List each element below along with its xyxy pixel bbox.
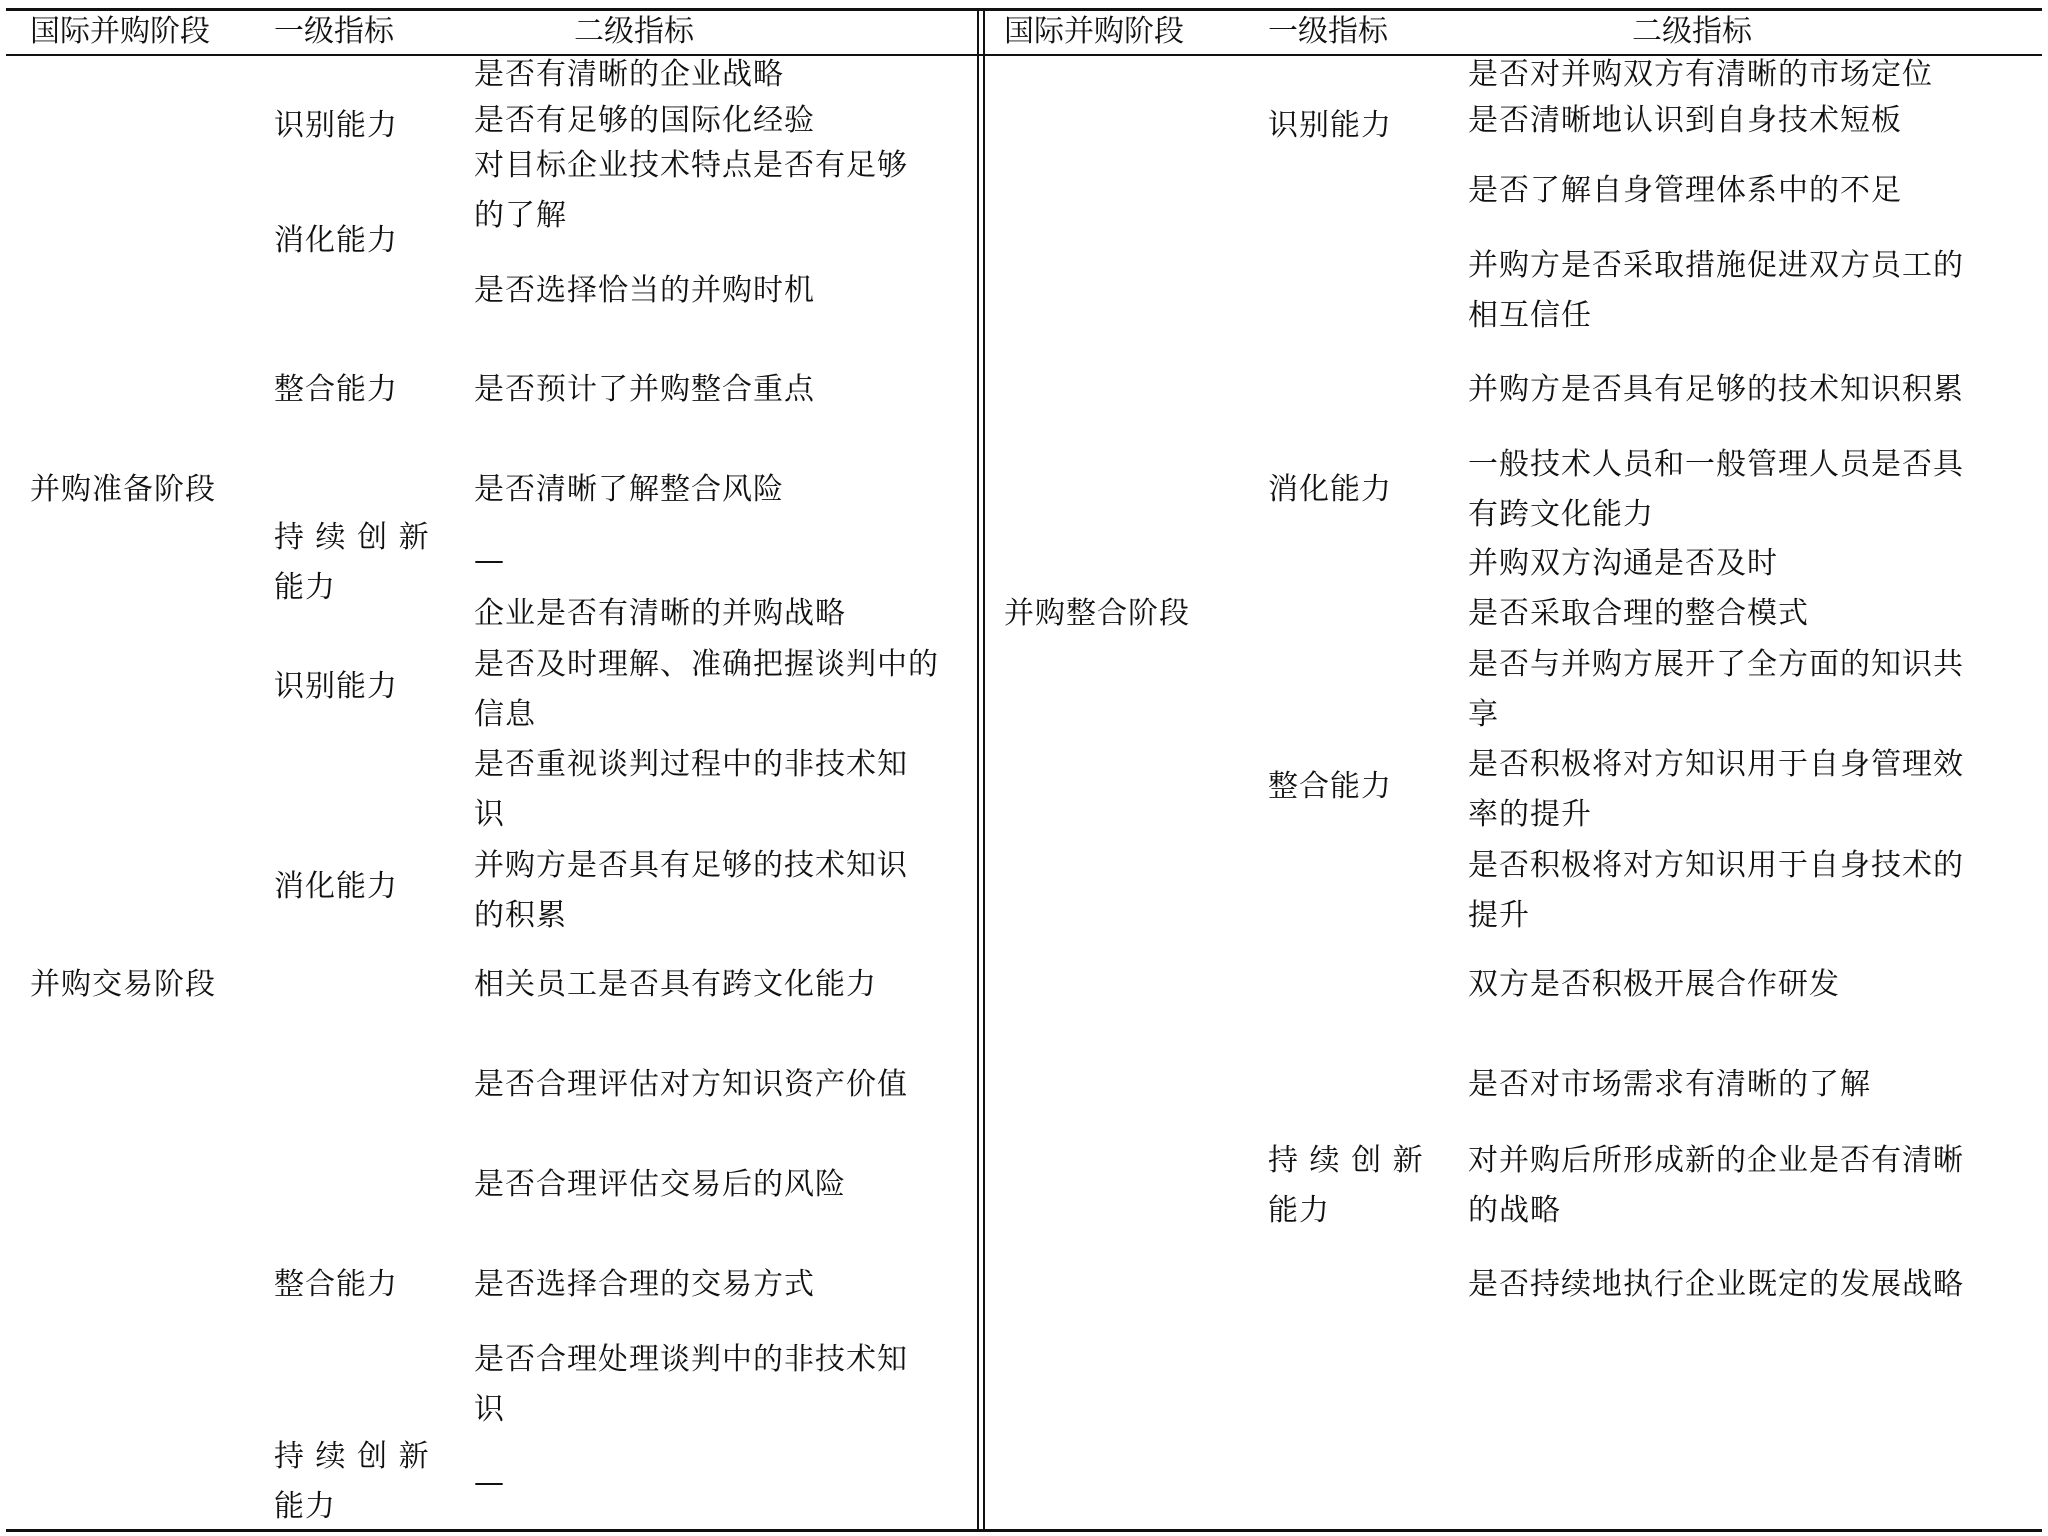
- left-level2-item-14: 是否合理评估交易后的风险: [474, 1167, 846, 1202]
- divider-left: [977, 8, 979, 1532]
- right-level2-item-14-line1: 对并购后所形成新的企业是否有清晰: [1468, 1143, 1964, 1178]
- left-level2-item-12: 相关员工是否具有跨文化能力: [474, 967, 877, 1002]
- right-level2-item-6-line1: 一般技术人员和一般管理人员是否具: [1468, 447, 1964, 482]
- stage-prep: 并购准备阶段: [30, 472, 216, 507]
- left-level2-item-10-line2: 识: [474, 797, 505, 832]
- l1-sustain-trade-line1: 持 续 创 新: [274, 1439, 430, 1474]
- l1-sustain-prep-line1: 持 续 创 新: [274, 520, 430, 555]
- l1-identify-integ: 识别能力: [1268, 108, 1392, 143]
- right-level2-item-1: 是否对并购双方有清晰的市场定位: [1468, 57, 1933, 92]
- top-rule: [6, 8, 2042, 11]
- left-level2-item-16-line2: 识: [474, 1392, 505, 1427]
- header-level1-left: 一级指标: [274, 14, 394, 49]
- l1-sustain-prep-line2: 能力: [274, 570, 336, 605]
- header-stage-left: 国际并购阶段: [30, 14, 210, 49]
- header-level1-right: 一级指标: [1268, 14, 1388, 49]
- left-level2-item-1: 是否有清晰的企业战略: [474, 57, 784, 92]
- header-level2-right: 二级指标: [1632, 14, 1752, 49]
- l1-sustain-integ-line1: 持 续 创 新: [1268, 1143, 1424, 1178]
- l1-identify-trade: 识别能力: [274, 669, 398, 704]
- left-level2-item-6: 是否清晰了解整合风险: [474, 472, 784, 507]
- l1-digest-prep: 消化能力: [274, 223, 398, 258]
- right-level2-item-12: 双方是否积极开展合作研发: [1468, 967, 1840, 1002]
- l1-integrate-integ: 整合能力: [1268, 769, 1392, 804]
- right-level2-item-10-line2: 率的提升: [1468, 797, 1592, 832]
- left-level2-item-15: 是否选择合理的交易方式: [474, 1267, 815, 1302]
- stage-integration: 并购整合阶段: [1004, 596, 1190, 631]
- l1-digest-trade: 消化能力: [274, 869, 398, 904]
- left-level2-item-2: 是否有足够的国际化经验: [474, 103, 815, 138]
- left-level2-item-9-line2: 信息: [474, 697, 536, 732]
- right-level2-item-9-line2: 享: [1468, 697, 1499, 732]
- left-level2-item-5: 是否预计了并购整合重点: [474, 372, 815, 407]
- right-level2-item-11-line1: 是否积极将对方知识用于自身技术的: [1468, 848, 1964, 883]
- left-level2-item-17: —: [474, 1465, 505, 1500]
- header-stage-right: 国际并购阶段: [1004, 14, 1184, 49]
- left-level2-item-3-line2: 的了解: [474, 198, 567, 233]
- left-level2-item-16-line1: 是否合理处理谈判中的非技术知: [474, 1342, 908, 1377]
- right-level2-item-13: 是否对市场需求有清晰的了解: [1468, 1067, 1871, 1102]
- l1-integrate-trade: 整合能力: [274, 1267, 398, 1302]
- left-level2-item-10-line1: 是否重视谈判过程中的非技术知: [474, 747, 908, 782]
- left-level2-item-13: 是否合理评估对方知识资产价值: [474, 1067, 908, 1102]
- left-level2-item-7: —: [474, 543, 505, 578]
- right-level2-item-4-line2: 相互信任: [1468, 298, 1592, 333]
- l1-digest-integ: 消化能力: [1268, 472, 1392, 507]
- right-level2-item-11-line2: 提升: [1468, 898, 1530, 933]
- right-level2-item-14-line2: 的战略: [1468, 1193, 1561, 1228]
- right-level2-item-8: 是否采取合理的整合模式: [1468, 596, 1809, 631]
- right-level2-item-2: 是否清晰地认识到自身技术短板: [1468, 103, 1902, 138]
- divider-right: [983, 8, 985, 1532]
- l1-identify-prep: 识别能力: [274, 108, 398, 143]
- l1-sustain-integ-line2: 能力: [1268, 1193, 1330, 1228]
- l1-integrate-prep: 整合能力: [274, 372, 398, 407]
- left-level2-item-4: 是否选择恰当的并购时机: [474, 273, 815, 308]
- left-level2-item-3-line1: 对目标企业技术特点是否有足够: [474, 148, 908, 183]
- right-level2-item-5: 并购方是否具有足够的技术知识积累: [1468, 372, 1964, 407]
- left-level2-item-11-line2: 的积累: [474, 898, 567, 933]
- right-level2-item-10-line1: 是否积极将对方知识用于自身管理效: [1468, 747, 1964, 782]
- left-level2-item-11-line1: 并购方是否具有足够的技术知识: [474, 848, 908, 883]
- header-level2-left: 二级指标: [574, 14, 694, 49]
- stage-trade: 并购交易阶段: [30, 967, 216, 1002]
- right-level2-item-9-line1: 是否与并购方展开了全方面的知识共: [1468, 647, 1964, 682]
- right-level2-item-3: 是否了解自身管理体系中的不足: [1468, 173, 1902, 208]
- right-level2-item-4-line1: 并购方是否采取措施促进双方员工的: [1468, 248, 1964, 283]
- left-level2-item-9-line1: 是否及时理解、准确把握谈判中的: [474, 647, 939, 682]
- right-level2-item-7: 并购双方沟通是否及时: [1468, 546, 1778, 581]
- right-level2-item-6-line2: 有跨文化能力: [1468, 497, 1654, 532]
- right-level2-item-15: 是否持续地执行企业既定的发展战略: [1468, 1267, 1964, 1302]
- left-level2-item-8: 企业是否有清晰的并购战略: [474, 596, 846, 631]
- l1-sustain-trade-line2: 能力: [274, 1489, 336, 1524]
